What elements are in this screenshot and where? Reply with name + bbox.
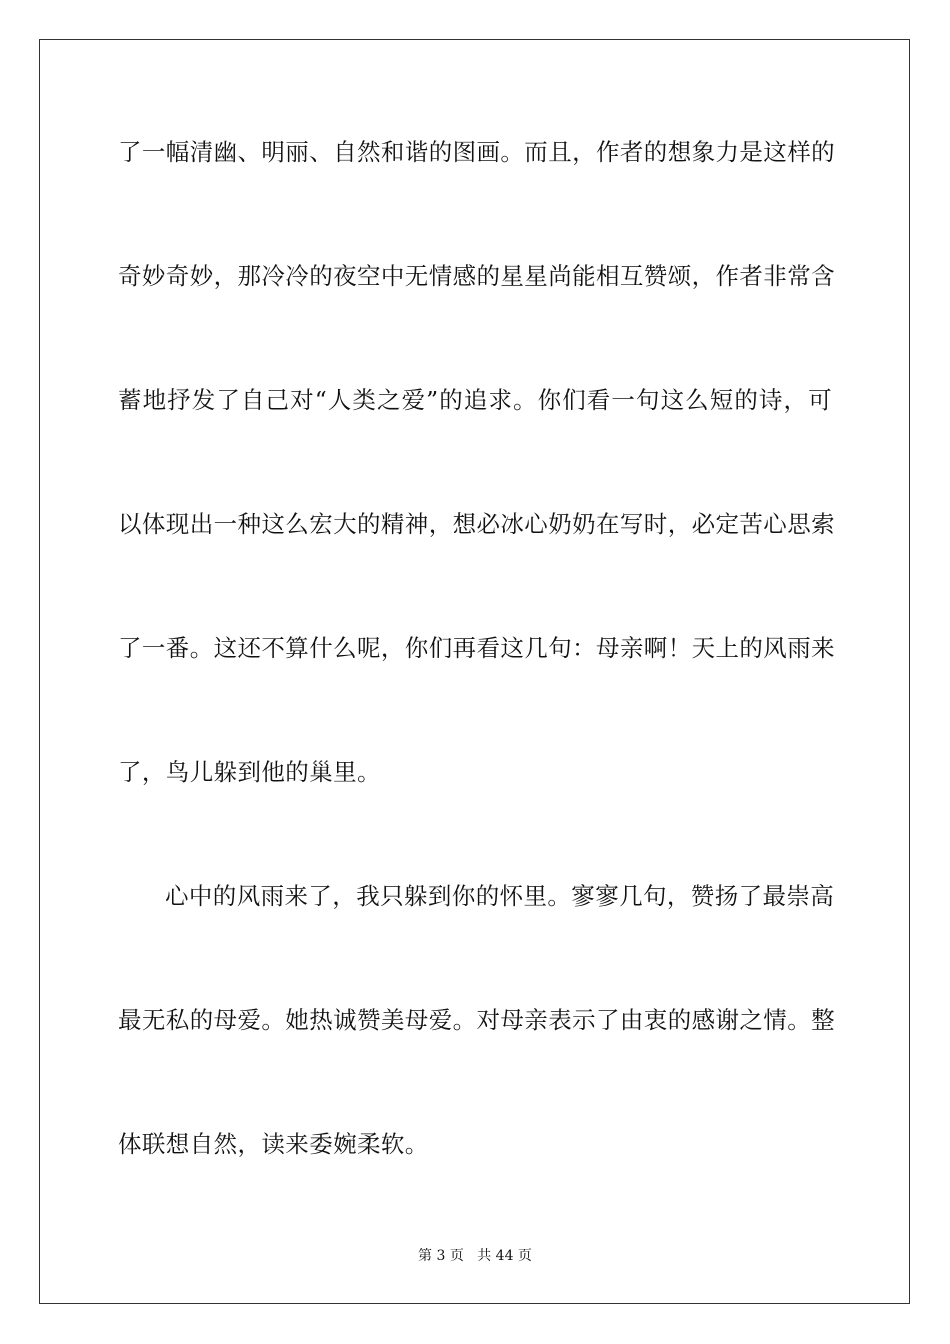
text-line-5: 了一番。这还不算什么呢，你们再看这几句：母亲啊！天上的风雨来: [118, 634, 835, 662]
text-line-9: 体联想自然，读来委婉柔软。: [118, 1130, 429, 1158]
text-line-6: 了，鸟儿躲到他的巢里。: [118, 758, 381, 786]
page-footer: [0, 1247, 950, 1265]
text-line-3: 蓄地抒发了自己对“人类之爱”的追求。你们看一句这么短的诗，可: [118, 386, 832, 414]
text-line-2: 奇妙奇妙，那冷冷的夜空中无情感的星星尚能相互赞颂，作者非常含: [118, 262, 835, 290]
total-pages: 共 44 页: [477, 1248, 532, 1264]
page-number: 第 3 页: [418, 1248, 464, 1264]
page-border: [39, 39, 910, 1304]
text-line-1: 了一幅清幽、明丽、自然和谐的图画。而且，作者的想象力是这样的: [118, 138, 835, 166]
text-line-7: 心中的风雨来了，我只躲到你的怀里。寥寥几句，赞扬了最崇高: [165, 882, 835, 910]
text-line-8: 最无私的母爱。她热诚赞美母爱。对母亲表示了由衷的感谢之情。整: [118, 1006, 835, 1034]
text-line-4: 以体现出一种这么宏大的精神，想必冰心奶奶在写时，必定苦心思索: [118, 510, 835, 538]
